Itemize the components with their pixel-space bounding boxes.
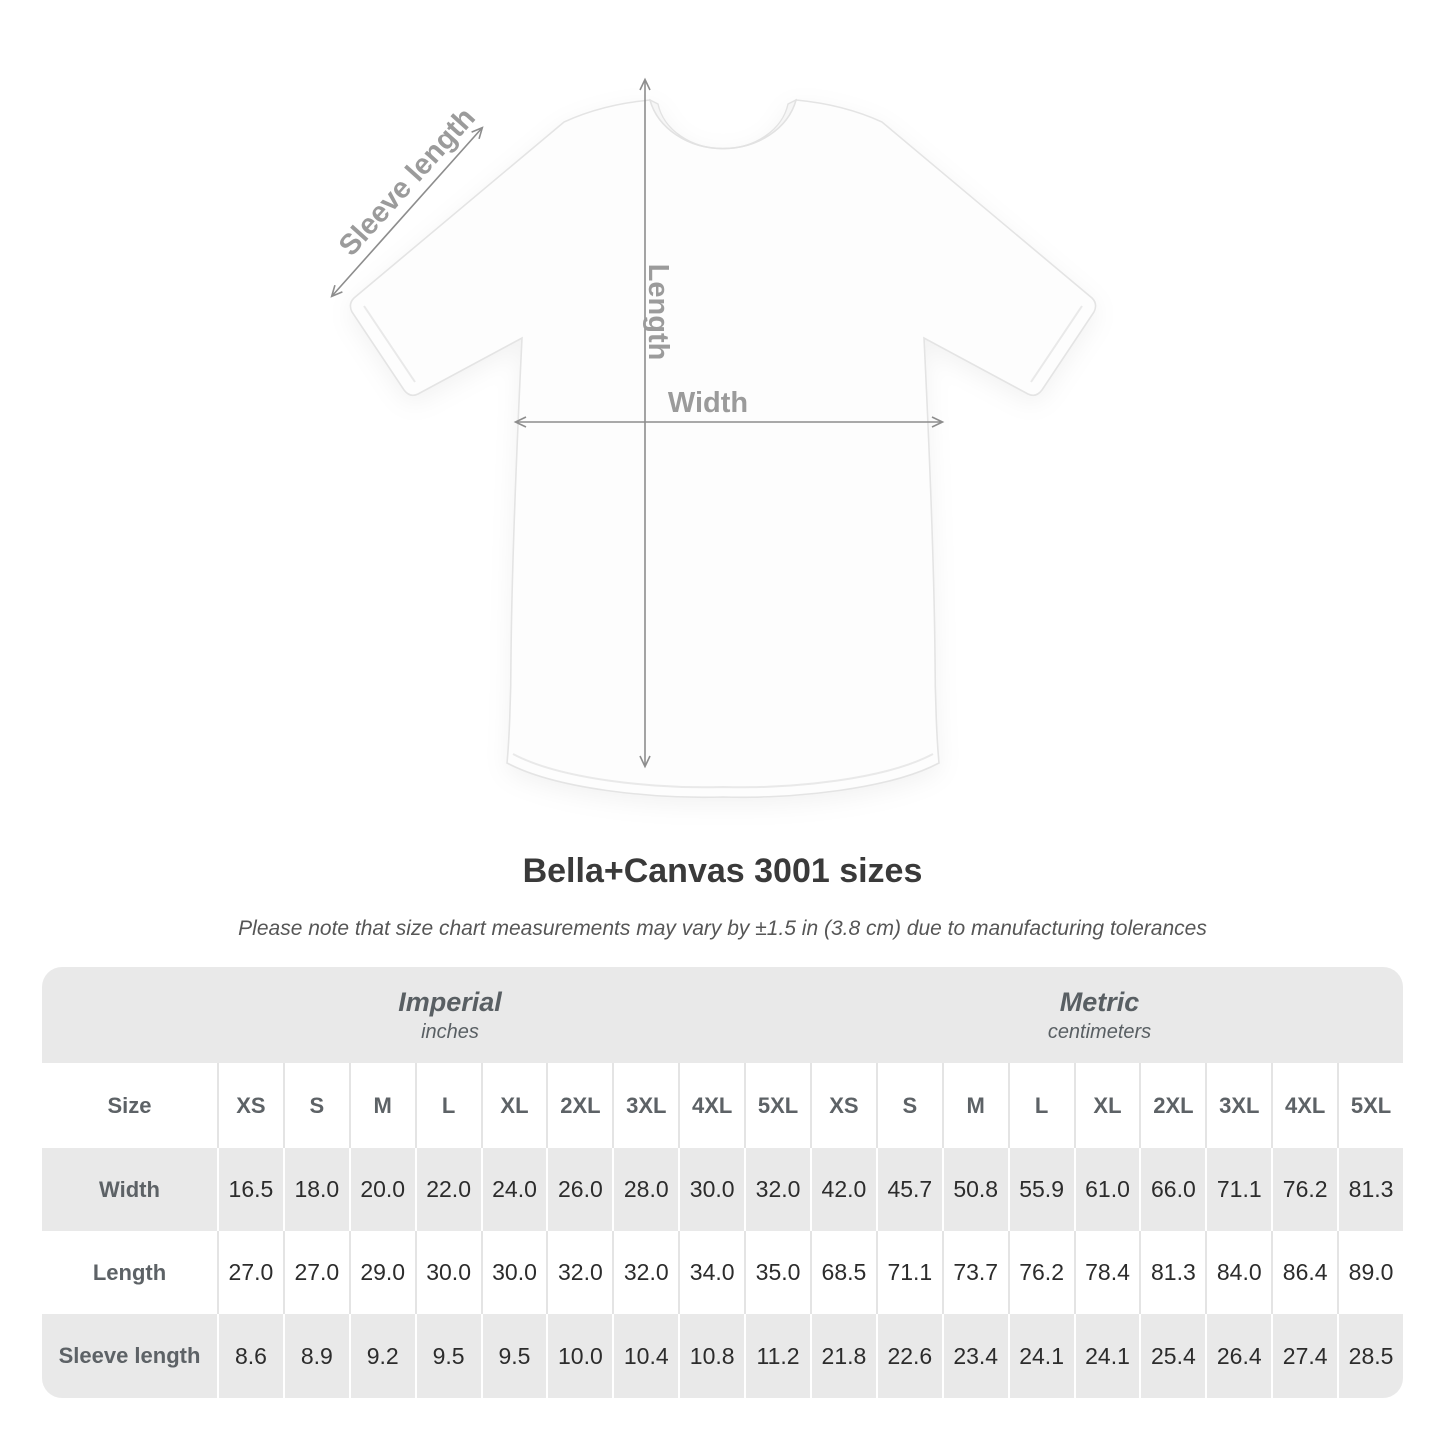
table-cell: 27.0 [217, 1231, 283, 1314]
size-header-imperial-s: S [283, 1063, 349, 1148]
table-cell: 32.0 [546, 1231, 612, 1314]
table-cell: 10.4 [612, 1314, 678, 1398]
page-title: Bella+Canvas 3001 sizes [522, 852, 923, 890]
table-cell: 22.0 [415, 1148, 481, 1231]
length-row [42, 1231, 1403, 1314]
table-cell: 81.3 [1337, 1148, 1403, 1231]
table-cell: 45.7 [876, 1148, 942, 1231]
table-cell: 50.8 [942, 1148, 1008, 1231]
size-header-metric-2xl: 2XL [1139, 1063, 1205, 1148]
row-label: Length [92, 1259, 167, 1285]
size-header-imperial-5xl: 5XL [744, 1063, 810, 1148]
table-cell: 86.4 [1271, 1231, 1337, 1314]
table-cell: 24.1 [1008, 1314, 1074, 1398]
table-cell: 10.8 [678, 1314, 744, 1398]
table-cell: 66.0 [1139, 1148, 1205, 1231]
size-header-imperial-m: M [349, 1063, 415, 1148]
table-cell: 22.6 [876, 1314, 942, 1398]
table-cell: 30.0 [678, 1148, 744, 1231]
table-cell: 20.0 [349, 1148, 415, 1231]
metric-title: Metric [1059, 986, 1140, 1017]
table-cell: 10.0 [546, 1314, 612, 1398]
tshirt-body-shape [350, 100, 1095, 797]
table-cell: 11.2 [744, 1314, 810, 1398]
table-cell: 9.5 [415, 1314, 481, 1398]
imperial-title: Imperial [398, 986, 502, 1017]
table-cell: 18.0 [283, 1148, 349, 1231]
table-header-band [42, 967, 1403, 1063]
table-cell: 78.4 [1074, 1231, 1140, 1314]
table-cell: 9.2 [349, 1314, 415, 1398]
table-cell: 61.0 [1074, 1148, 1140, 1231]
table-cell: 25.4 [1139, 1314, 1205, 1398]
metric-section-header [810, 967, 1403, 1063]
row-label: Width [99, 1176, 160, 1202]
size-header-metric-3xl: 3XL [1205, 1063, 1271, 1148]
table-cell: 9.5 [481, 1314, 547, 1398]
size-header-imperial-xs: XS [217, 1063, 283, 1148]
table-cell: 21.8 [810, 1314, 876, 1398]
table-cell: 28.5 [1337, 1314, 1403, 1398]
length-label: Length [642, 263, 674, 361]
size-header-imperial-4xl: 4XL [678, 1063, 744, 1148]
table-cell: 8.6 [217, 1314, 283, 1398]
table-cell: 73.7 [942, 1231, 1008, 1314]
table-cell: 28.0 [612, 1148, 678, 1231]
tshirt-illustration [350, 100, 1095, 797]
table-cell: 84.0 [1205, 1231, 1271, 1314]
table-cell: 26.4 [1205, 1314, 1271, 1398]
table-cell: 32.0 [612, 1231, 678, 1314]
table-cell: 35.0 [744, 1231, 810, 1314]
metric-unit: centimeters [1047, 1020, 1152, 1043]
table-cell: 29.0 [349, 1231, 415, 1314]
table-cell: 24.1 [1074, 1314, 1140, 1398]
sleeve-length-label: Sleeve length [332, 101, 482, 263]
size-header-metric-5xl: 5XL [1337, 1063, 1403, 1148]
size-header-metric-l: L [1008, 1063, 1074, 1148]
size-header-metric-s: S [876, 1063, 942, 1148]
table-cell: 8.9 [283, 1314, 349, 1398]
size-header-metric-m: M [942, 1063, 1008, 1148]
table-cell: 24.0 [481, 1148, 547, 1231]
table-cell: 23.4 [942, 1314, 1008, 1398]
table-cell: 76.2 [1008, 1231, 1074, 1314]
size-table [42, 967, 1403, 1398]
table-cell: 71.1 [876, 1231, 942, 1314]
table-cell: 89.0 [1337, 1231, 1403, 1314]
table-cell: 68.5 [810, 1231, 876, 1314]
row-label: Sleeve length [58, 1343, 201, 1368]
imperial-section-header [42, 967, 810, 1063]
size-header-metric-4xl: 4XL [1271, 1063, 1337, 1148]
table-cell: 34.0 [678, 1231, 744, 1314]
table-cell: 27.4 [1271, 1314, 1337, 1398]
table-cell: 55.9 [1008, 1148, 1074, 1231]
width-row [42, 1148, 1403, 1231]
tolerance-note: Please note that size chart measurements may vary by ±1.5 in (3.8 cm) due to manufacturing tolerances [238, 917, 1207, 940]
table-cell: 32.0 [744, 1148, 810, 1231]
table-cell: 81.3 [1139, 1231, 1205, 1314]
table-cell: 76.2 [1271, 1148, 1337, 1231]
table-cell: 27.0 [283, 1231, 349, 1314]
table-cell: 30.0 [415, 1231, 481, 1314]
size-header-imperial-xl: XL [481, 1063, 547, 1148]
size-header-imperial-l: L [415, 1063, 481, 1148]
sleeve-length-row [42, 1314, 1403, 1398]
size-header-imperial-2xl: 2XL [546, 1063, 612, 1148]
imperial-unit: inches [421, 1020, 479, 1043]
table-cell: 30.0 [481, 1231, 547, 1314]
size-header-metric-xl: XL [1074, 1063, 1140, 1148]
size-column-header: Size [107, 1092, 152, 1118]
table-cell: 42.0 [810, 1148, 876, 1231]
width-label: Width [667, 387, 749, 419]
size-header-metric-xs: XS [810, 1063, 876, 1148]
table-cell: 71.1 [1205, 1148, 1271, 1231]
table-cell: 26.0 [546, 1148, 612, 1231]
table-cell: 16.5 [217, 1148, 283, 1231]
size-header-imperial-3xl: 3XL [612, 1063, 678, 1148]
size-header-row [42, 1063, 1403, 1148]
